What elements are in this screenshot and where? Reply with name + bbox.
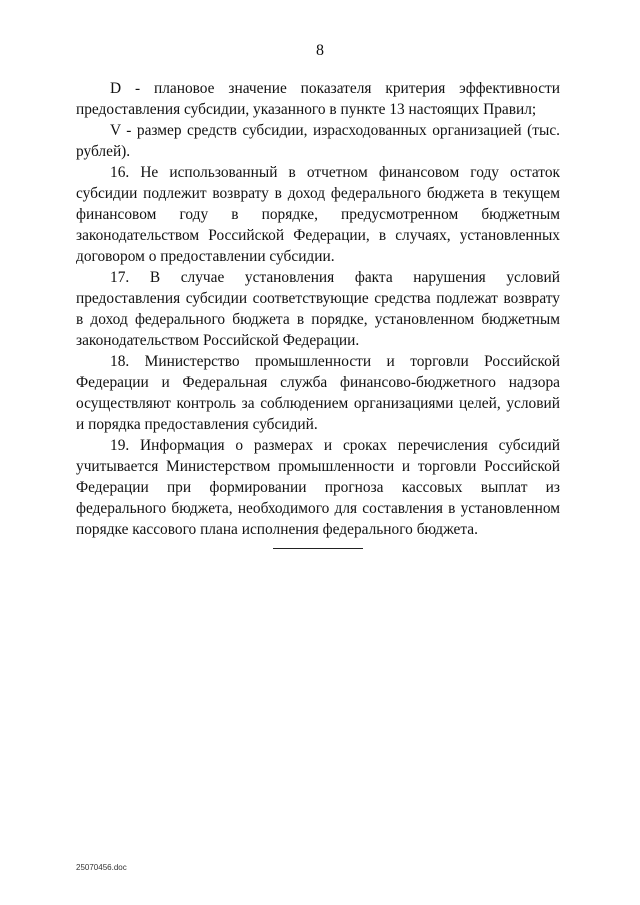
- paragraph-17: 17. В случае установления факта нарушения условий предоставления субсидии соответствующие средства подлежат возврату в доход федерального бюджета в порядке, установленном бюджетным законодательством Российской Федерации.: [76, 269, 560, 349]
- paragraph-d-definition: D - плановое значение показателя критерия эффективности предоставления субсидии, указанного в пункте 13 настоящих Правил;: [76, 80, 560, 118]
- end-separator-line: [273, 548, 363, 549]
- page-number: 8: [316, 42, 324, 59]
- paragraph-19: 19. Информация о размерах и сроках перечисления субсидий учитывается Министерством промышленности и торговли Российской Федерации при формировании прогноза кассовых выплат из федерального бюджета, необходимого для составления в установленном порядке кассового плана исполнения федерального бюджета.: [76, 437, 560, 538]
- paragraph-v-definition: V - размер средств субсидии, израсходованных организацией (тыс. рублей).: [76, 122, 560, 160]
- paragraph-16: 16. Не использованный в отчетном финансовом году остаток субсидии подлежит возврату в доход федерального бюджета в текущем финансовом году в порядке, предусмотренном бюджетным законодательством Российской Федерации, в случаях, установленных договором о предоставлении субсидии.: [76, 164, 560, 265]
- document-file-id: 25070456.doc: [76, 863, 127, 872]
- document-body: [76, 78, 560, 540]
- paragraph-18: 18. Министерство промышленности и торговли Российской Федерации и Федеральная служба финансово-бюджетного надзора осуществляют контроль за соблюдением организациями целей, условий и порядка предоставления субсидий.: [76, 353, 560, 433]
